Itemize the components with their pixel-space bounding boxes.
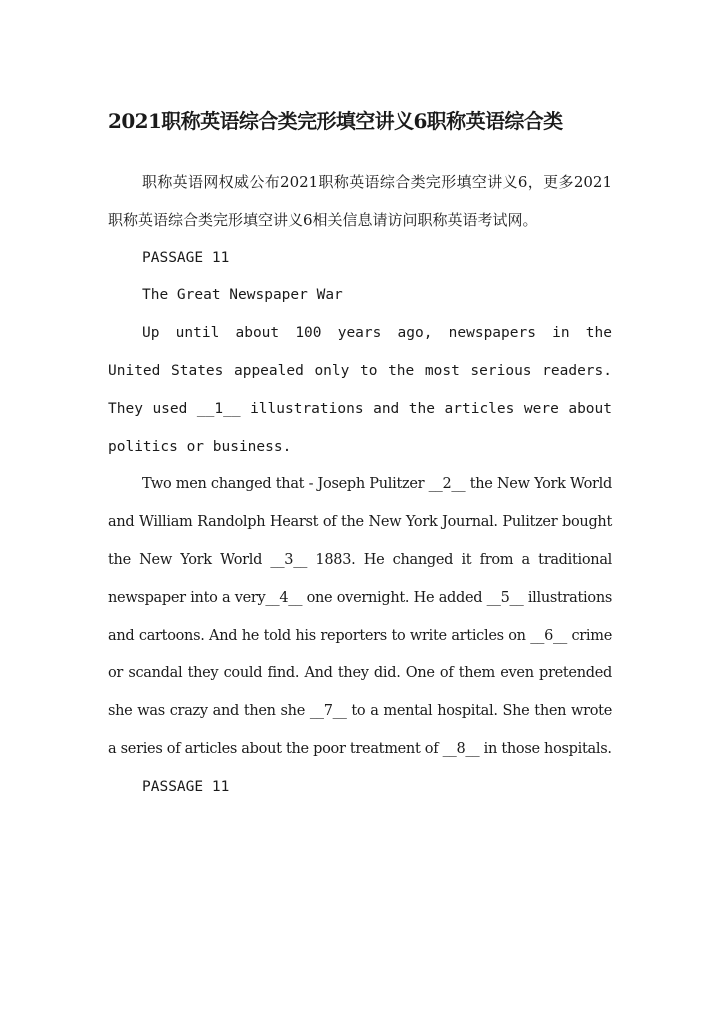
intro-paragraph: 职称英语网权威公布2021职称英语综合类完形填空讲义6，更多2021职称英语综合类完形填空讲义6相关信息请访问职称英语考试网。 xyxy=(108,173,612,229)
document-body xyxy=(108,164,612,807)
passage-label-repeat: PASSAGE 11 xyxy=(142,778,230,795)
passage-title: The Great Newspaper War xyxy=(142,287,343,304)
passage-paragraph-2: Two men changed that - Joseph Pulitzer __2__ the New York World and William Randolph Hearst of the New York Journal. Pulitzer bought the New York World __3__ 1883. He changed it from a traditional newspaper into a very__4__ one overnight. He added __5__ illustrations and cartoons. And he told his reporters to write articles on __6__ crime or scandal they could find. And they did. One of them even pretended she was crazy and then she __7__ to a mental hospital. She then wrote a series of articles about the poor treatment of __8__ in those hospitals. xyxy=(108,476,612,757)
passage-paragraph-1: Up until about 100 years ago, newspapers in the United States appealed only to the most serious readers. They used __1__ illustrations and the articles were about politics or business. xyxy=(108,325,612,455)
document-title: 2021职称英语综合类完形填空讲义6职称英语综合类 xyxy=(108,109,563,134)
passage-label: PASSAGE 11 xyxy=(142,249,230,266)
